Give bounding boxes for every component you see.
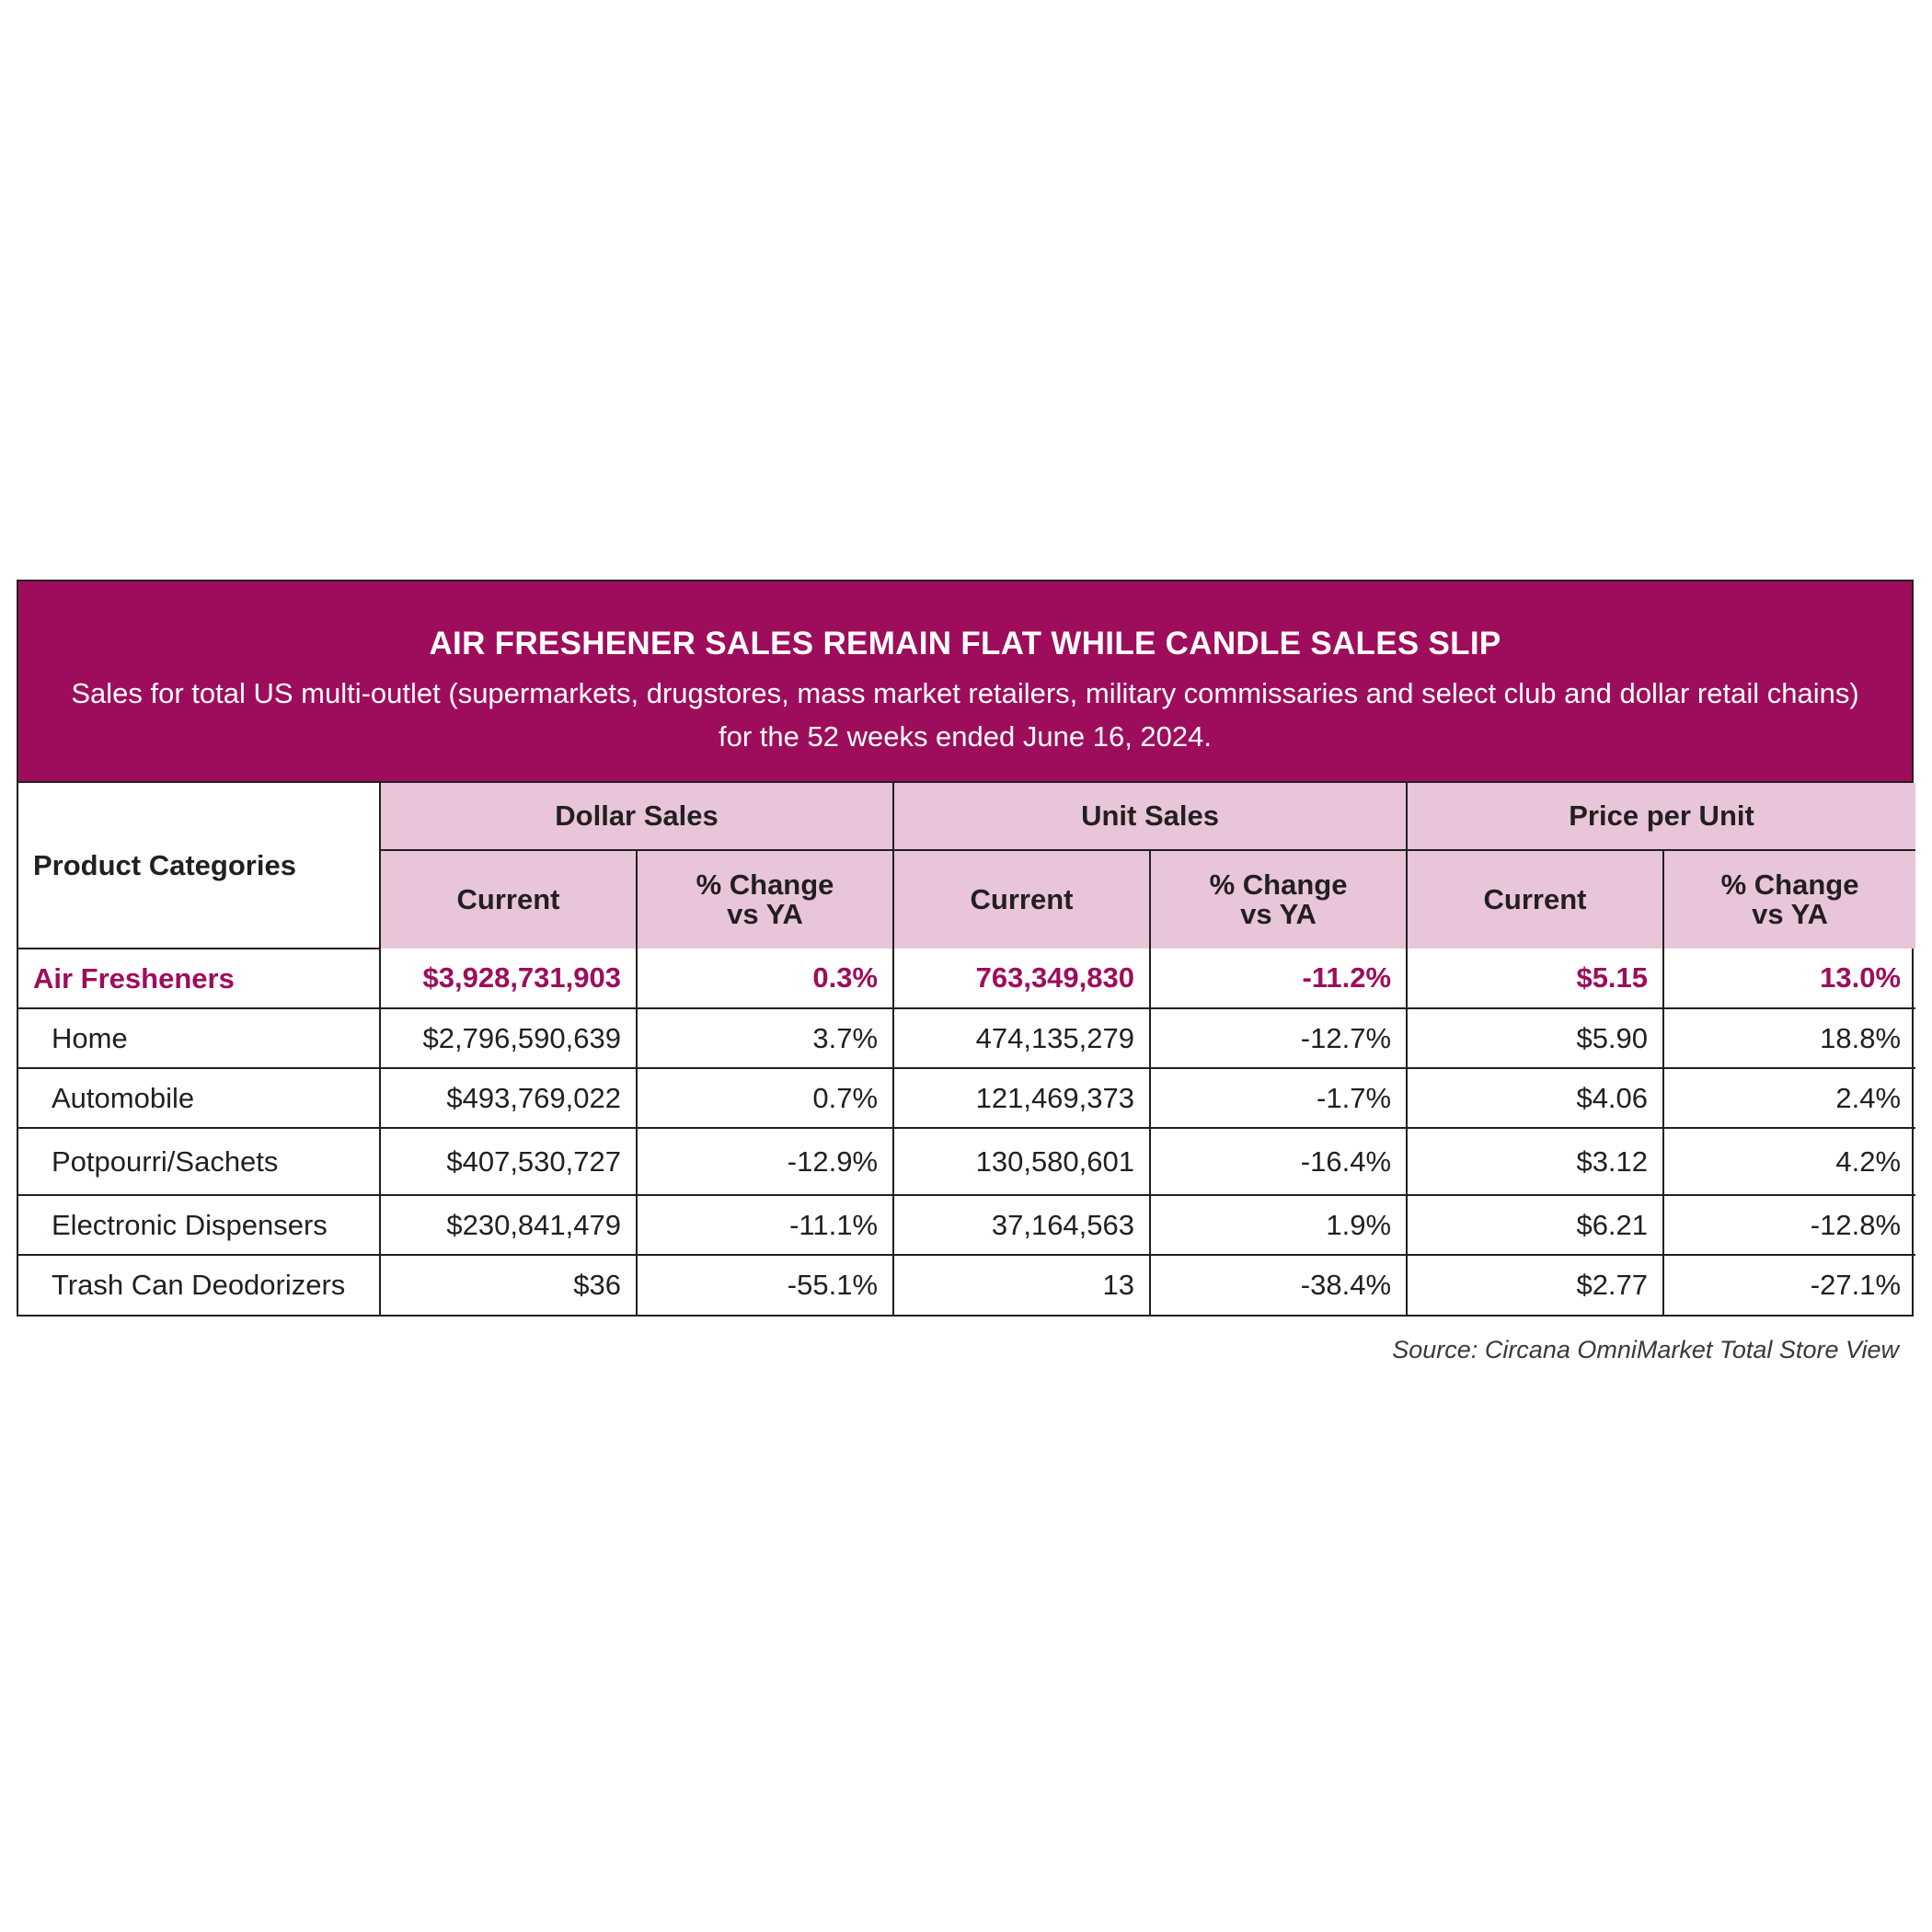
table-cell: -1.7% [1150, 1068, 1407, 1128]
table-cell: 130,580,601 [893, 1128, 1150, 1195]
data-table [18, 783, 1915, 1315]
row-label: Potpourri/Sachets [18, 1128, 380, 1195]
table-cell: $3.12 [1407, 1128, 1663, 1195]
table-row [18, 1128, 1915, 1195]
sub-header: Current [380, 850, 637, 949]
chart-title: AIR FRESHENER SALES REMAIN FLAT WHILE CANDLE SALES SLIP [429, 626, 1501, 661]
row-label: Home [18, 1008, 380, 1068]
table-row [18, 1195, 1915, 1255]
table-cell: -27.1% [1663, 1255, 1915, 1315]
table-cell: -12.7% [1150, 1008, 1407, 1068]
row-label: Trash Can Deodorizers [18, 1255, 380, 1315]
sub-header [637, 850, 893, 949]
table-row [18, 1008, 1915, 1068]
category-header: Product Categories [18, 783, 380, 949]
chart-subtitle: Sales for total US multi-outlet (supermarkets, drugstores, mass market retailers, military commissaries and select club and dollar retail chains) for the 52 weeks ended June 16, 2024. [71, 677, 1859, 753]
table-cell: $4.06 [1407, 1068, 1663, 1128]
table-cell: 0.7% [637, 1068, 893, 1128]
table-cell: $6.21 [1407, 1195, 1663, 1255]
table-cell: 13.0% [1663, 949, 1915, 1008]
table-frame [17, 580, 1914, 1317]
table-cell: -16.4% [1150, 1128, 1407, 1195]
row-label: Automobile [18, 1068, 380, 1128]
title-banner [18, 581, 1912, 783]
source-note: Source: Circana OmniMarket Total Store View [1392, 1336, 1899, 1363]
table-cell: $407,530,727 [380, 1128, 637, 1195]
table-cell: $36 [380, 1255, 637, 1315]
table-cell: 474,135,279 [893, 1008, 1150, 1068]
table-cell: -12.9% [637, 1128, 893, 1195]
sub-header-text: % Change vs YA [696, 868, 834, 930]
row-label: Electronic Dispensers [18, 1195, 380, 1255]
table-cell: $5.90 [1407, 1008, 1663, 1068]
sub-header: Current [893, 850, 1150, 949]
table-cell: $2.77 [1407, 1255, 1663, 1315]
table-cell: 37,164,563 [893, 1195, 1150, 1255]
group-header-row [18, 783, 1915, 850]
table-cell: $3,928,731,903 [380, 949, 637, 1008]
group-header-unit-sales: Unit Sales [893, 783, 1407, 850]
sub-header [1150, 850, 1407, 949]
table-cell: -11.1% [637, 1195, 893, 1255]
table-cell: 3.7% [637, 1008, 893, 1068]
table-cell: 18.8% [1663, 1008, 1915, 1068]
sub-header [1663, 850, 1915, 949]
row-label: Air Fresheners [18, 949, 380, 1008]
table-cell: -12.8% [1663, 1195, 1915, 1255]
table-cell: $230,841,479 [380, 1195, 637, 1255]
group-header-price-per-unit: Price per Unit [1407, 783, 1915, 850]
table-cell: 0.3% [637, 949, 893, 1008]
table-row [18, 1068, 1915, 1128]
sub-header: Current [1407, 850, 1663, 949]
table-cell: $5.15 [1407, 949, 1663, 1008]
sub-header-text: % Change vs YA [1209, 868, 1348, 930]
table-cell: 121,469,373 [893, 1068, 1150, 1128]
table-cell: 2.4% [1663, 1068, 1915, 1128]
table-row-total [18, 949, 1915, 1008]
sub-header-text: % Change vs YA [1720, 868, 1859, 930]
group-header-dollar-sales: Dollar Sales [380, 783, 893, 850]
table-cell: $2,796,590,639 [380, 1008, 637, 1068]
table-cell: 13 [893, 1255, 1150, 1315]
table-cell: 1.9% [1150, 1195, 1407, 1255]
table-cell: -55.1% [637, 1255, 893, 1315]
table-cell: -38.4% [1150, 1255, 1407, 1315]
table-cell: 4.2% [1663, 1128, 1915, 1195]
table-cell: $493,769,022 [380, 1068, 637, 1128]
table-cell: -11.2% [1150, 949, 1407, 1008]
table-row [18, 1255, 1915, 1315]
table-cell: 763,349,830 [893, 949, 1150, 1008]
